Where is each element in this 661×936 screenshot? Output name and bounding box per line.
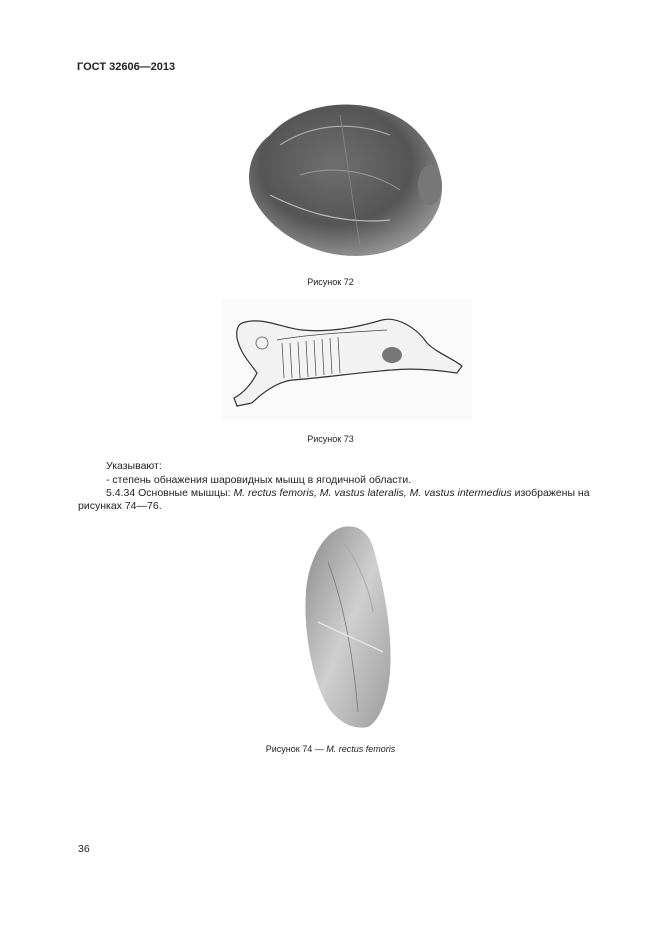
figure-72-image: [240, 95, 450, 270]
figure-74-caption-prefix: Рисунок 74 —: [265, 744, 327, 754]
paragraph-line-3: [106, 486, 590, 500]
figure-74-caption-italic: M. rectus femoris: [326, 744, 396, 754]
line3-suffix: изображены на: [511, 487, 590, 499]
line3-prefix: 5.4.34 Основные мышцы:: [106, 487, 234, 499]
paragraph-line-2: - степень обнажения шаровидных мышц в ягодичной области.: [106, 474, 412, 486]
document-code: ГОСТ 32606—2013: [77, 61, 176, 73]
figure-73-caption: Рисунок 73: [307, 434, 354, 444]
figure-74-image: [298, 522, 398, 737]
paragraph-line-4: рисунках 74—76.: [78, 500, 162, 512]
figure-72-caption: Рисунок 72: [307, 277, 354, 287]
paragraph-line-1: Указывают:: [106, 460, 162, 472]
figure-74-caption: [0, 744, 661, 754]
figure-73-image: [222, 298, 472, 425]
page-number: 36: [78, 843, 90, 855]
line3-italic: M. rectus femoris, M. vastus lateralis, M. vastus intermedius: [233, 487, 512, 499]
